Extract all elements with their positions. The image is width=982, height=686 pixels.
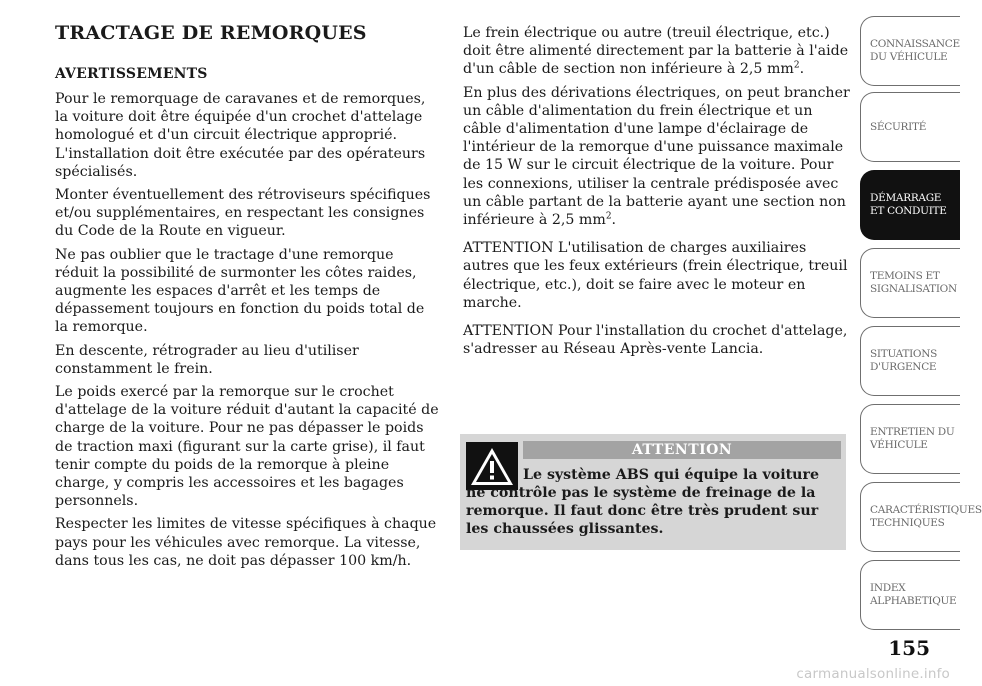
paragraph: Le poids exercé par la remorque sur le crochet d'attelage de la voiture réduit d'autant la capacité de charge de la voiture. Pour ne pas dépasser le poids de traction maxi (figurant sur la carte grise), il faut tenir compte du poids de la remorque à pleine charge, y compris les accessoires et les bagages personnels.	[55, 384, 439, 510]
tab-situations-d-urgence[interactable]	[860, 326, 960, 396]
page-number: 155	[888, 636, 930, 660]
page-title: TRACTAGE DE REMORQUES	[55, 22, 367, 44]
tab-demarrage-et-conduite[interactable]	[860, 170, 960, 240]
paragraph-electrical	[463, 84, 851, 230]
section-subtitle: AVERTISSEMENTS	[55, 66, 208, 82]
tab-entretien-du-vehicule[interactable]	[860, 404, 960, 474]
tab-caracteristiques-techniques[interactable]	[860, 482, 982, 552]
right-column	[463, 24, 851, 363]
warning-text-content: Le système ABS qui équipe la voiture ne contrôle pas le système de freinage de la remorque. Il faut donc être très prudent sur les chaussées glissantes.	[466, 467, 819, 537]
tab-label: DÉMARRAGE ET CONDUITE	[870, 192, 947, 217]
paragraph-brake-supply	[463, 24, 851, 79]
tab-label: SÉCURITÉ	[870, 120, 927, 133]
paragraph-end: .	[611, 212, 617, 229]
tab-label: CONNAISSANCE DU VÉHICULE	[870, 38, 960, 63]
warning-banner: ATTENTION	[523, 441, 841, 459]
tab-label: INDEX ALPHABETIQUE	[870, 582, 957, 607]
paragraph: Monter éventuellement des rétroviseurs spécifiques et/ou supplémentaires, en respectant les consignes du Code de la Route en vigueur.	[55, 187, 431, 240]
watermark: carmanualsonline.info	[796, 666, 950, 682]
tab-temoins-et-signalisation[interactable]	[860, 248, 960, 318]
superscript: 2	[605, 211, 612, 222]
tab-index-alphabetique[interactable]	[860, 560, 960, 630]
paragraph: Pour le remorquage de caravanes et de remorques, la voiture doit être équipée d'un crochet d'attelage homologué et d'un circuit électrique approprié. L'installation doit être exécutée par des opérateurs spécialisés.	[55, 91, 426, 180]
paragraph-attention-hitch: ATTENTION Pour l'installation du crochet d'attelage, s'adresser au Réseau Après-vente Lancia.	[463, 323, 848, 358]
tab-securite[interactable]	[860, 92, 960, 162]
paragraph: Ne pas oublier que le tractage d'une remorque réduit la possibilité de surmonter les côtes raides, augmente les espaces d'arrêt et les temps de dépassement toujours en fonction du poids total de la remorque.	[55, 246, 425, 336]
warning-text	[466, 466, 842, 538]
tab-label: CARACTÉRISTIQUES TECHNIQUES	[870, 504, 982, 529]
tab-label: TEMOINS ET SIGNALISATION	[870, 270, 957, 295]
paragraph-text: En plus des dérivations électriques, on peut brancher un câble d'alimentation du frein électrique et un câble d'alimentation d'une lampe d'éclairage de l'intérieur de la remorque d'une puissance maximale de 15 W sur le circuit électrique de la voiture. Pour les connexions, utiliser la centrale prédisposée avec un câble partant de la batterie ayant une section non inférieure à 2,5 mm	[463, 84, 850, 229]
warning-box	[460, 434, 846, 550]
chapter-nav	[860, 0, 982, 686]
paragraph-attention-loads: ATTENTION L'utilisation de charges auxiliaires autres que les feux extérieurs (frein électrique, treuil électrique, etc.), doit se faire avec le moteur en marche.	[463, 240, 848, 311]
paragraph-text: Le frein électrique ou autre (treuil électrique, etc.) doit être alimenté directement par la batterie à l'aide d'un câble de section non inférieure à 2,5 mm	[463, 25, 849, 78]
paragraph-end: .	[799, 61, 805, 78]
left-column	[55, 90, 440, 575]
tab-label: SITUATIONS D'URGENCE	[870, 348, 938, 373]
tab-label: ENTRETIEN DU VÉHICULE	[870, 426, 955, 451]
paragraph: Respecter les limites de vitesse spécifiques à chaque pays pour les véhicules avec remorque. La vitesse, dans tous les cas, ne doit pas dépasser 100 km/h.	[55, 516, 437, 569]
paragraph: En descente, rétrograder au lieu d'utiliser constamment le frein.	[55, 342, 359, 377]
superscript: 2	[793, 60, 800, 71]
tab-connaissance-du-vehicule[interactable]	[860, 16, 960, 86]
